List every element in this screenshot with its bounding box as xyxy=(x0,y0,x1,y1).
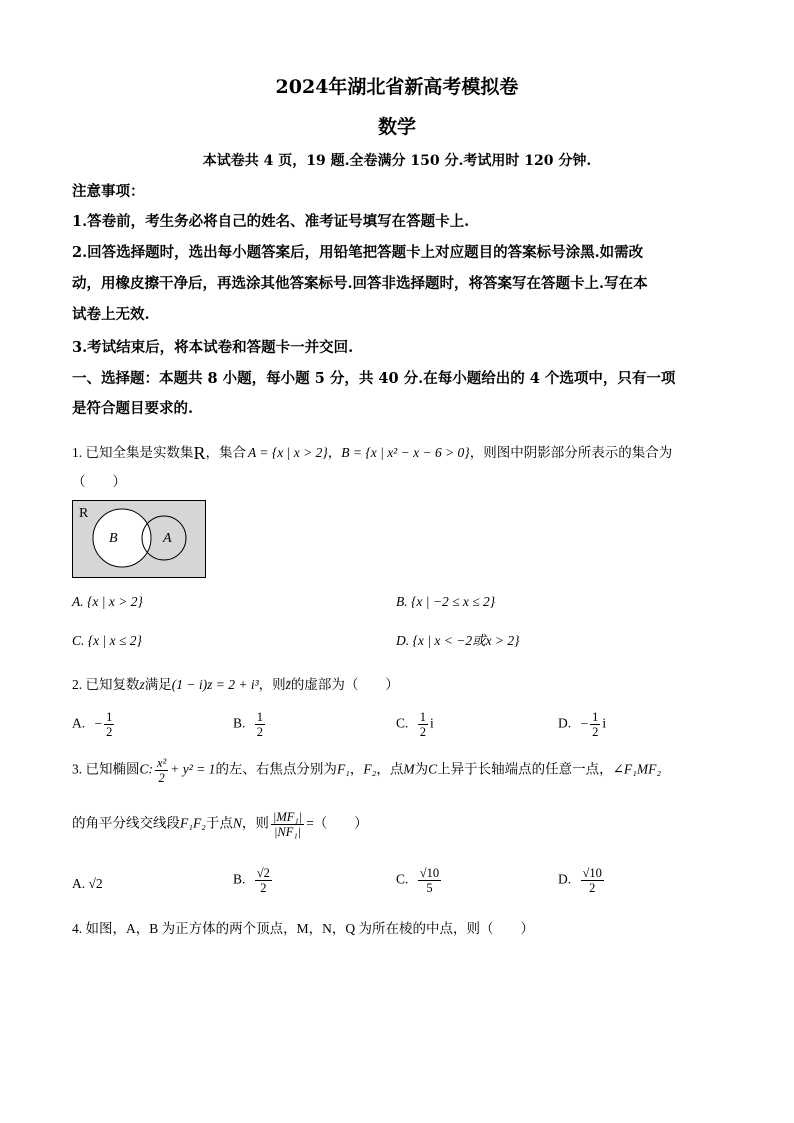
exam-subject: 数学 xyxy=(377,116,416,138)
section-1-line-2: 是符合题目要求的. xyxy=(72,400,194,417)
venn-label-b: B xyxy=(109,531,118,546)
q2-option-d[interactable]: D. − $\frac{1}{2}$ i xyxy=(558,710,607,739)
section-1-line-1: 一、选择题：本题共 8 小题，每小题 5 分，共 40 分.在每小题给出的 4 个选项中，只有一项 xyxy=(72,370,676,387)
q1-option-c[interactable]: C. {x | x ≤ 2} xyxy=(72,633,142,648)
note-1: 1.答卷前，考生务必将自己的姓名、准考证号填写在答题卡上. xyxy=(72,213,470,230)
q3-option-d[interactable]: D. $\frac{√10}{2}$ xyxy=(558,866,602,895)
q1-set-a: A = {x | x > 2} xyxy=(248,445,328,460)
q1-stem: 1. 已知全集是实数集R，集合 A = {x | x > 2}，B = {x | x² − x − 6 > 0}，则图中阴影部分所表示的集合为 xyxy=(72,443,673,463)
q1-option-a[interactable]: A. {x | x > 2} xyxy=(72,594,143,609)
q2-equation: (1 − i)z = 2 + i³ xyxy=(171,677,259,692)
q3-ellipse-fraction: $\frac{\text{x²}}{2}$ xyxy=(157,756,167,785)
q2-option-c[interactable]: C. $\frac{1}{2}$ i xyxy=(396,710,434,739)
q2-option-a[interactable]: A. − $\frac{1}{2}$ xyxy=(72,710,113,739)
q3-option-a[interactable]: A. √2 xyxy=(72,876,103,891)
q3-ratio-fraction: $\frac{\text{|MF₁|}}{\text{|NF₁|}}$ xyxy=(272,810,303,839)
notes-heading: 注意事项： xyxy=(72,183,145,200)
q2-stem: 2. 已知复数z满足(1 − i)z = 2 + i³，则z̄的虚部为（ ） xyxy=(72,677,399,692)
q1-set-b: B = {x | x² − x − 6 > 0} xyxy=(341,445,470,460)
q2-option-b[interactable]: B. $\frac{1}{2}$ xyxy=(233,710,264,739)
q3-stem-line-2: 的角平分线交线段F₁F₂于点N，则 $\frac{\text{|MF₁|}}{\text{|NF₁|}}$ =（ ） xyxy=(72,810,368,839)
exam-title: 2024年湖北省新高考模拟卷 xyxy=(275,76,519,98)
venn-diagram xyxy=(72,500,206,578)
venn-label-a: A xyxy=(163,531,172,546)
note-3: 3.考试结束后，将本试卷和答题卡一并交回. xyxy=(72,339,354,356)
note-2-line-3: 试卷上无效. xyxy=(72,306,150,323)
q1-option-d[interactable]: D. {x | x < −2或x > 2} xyxy=(396,633,520,648)
q1-paren: （ ） xyxy=(72,474,126,489)
q3-option-b[interactable]: B. $\frac{√2}{2}$ xyxy=(233,866,270,895)
q3-stem-line-1: 3. 已知椭圆C: $\frac{\text{x²}}{2}$ + y² = 1的左、右焦点分别为F₁，F₂，点M为C上异于长轴端点的任意一点，∠F₁MF₂ xyxy=(72,756,662,785)
note-2-line-1: 2.回答选择题时，选出每小题答案后，用铅笔把答题卡上对应题目的答案标号涂黑.如需改 xyxy=(72,244,644,261)
q3-option-c[interactable]: C. $\frac{√10}{5}$ xyxy=(396,866,440,895)
q1-option-b[interactable]: B. {x | −2 ≤ x ≤ 2} xyxy=(396,594,496,609)
note-2-line-2: 动，用橡皮擦干净后，再选涂其他答案标号.回答非选择题时，将答案写在答题卡上.写在本 xyxy=(72,275,648,292)
venn-label-r: R xyxy=(79,506,89,521)
q4-stem: 4. 如图，A，B 为正方体的两个顶点，M，N，Q 为所在棱的中点，则（ ） xyxy=(72,921,535,936)
exam-info: 本试卷共 4 页，19 题.全卷满分 150 分.考试用时 120 分钟. xyxy=(202,153,592,169)
